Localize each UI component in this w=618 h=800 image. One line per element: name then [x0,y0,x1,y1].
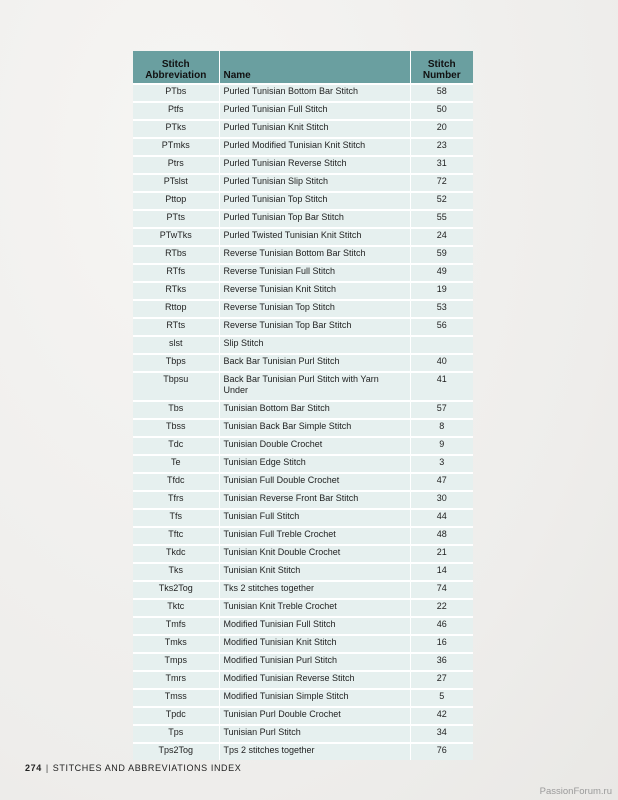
abbreviation-cell: Tbpsu [133,372,219,401]
table-row [133,635,473,653]
number-cell: 41 [410,372,473,401]
number-cell: 14 [410,563,473,581]
number-cell: 34 [410,725,473,743]
table-row [133,246,473,264]
name-cell: Purled Tunisian Reverse Stitch [219,156,410,174]
table-row [133,743,473,760]
name-cell: Tunisian Reverse Front Bar Stitch [219,491,410,509]
name-cell: Tunisian Double Crochet [219,437,410,455]
table-row [133,563,473,581]
number-cell: 53 [410,300,473,318]
number-cell: 72 [410,174,473,192]
name-cell: Back Bar Tunisian Purl Stitch with Yarn Under [219,372,410,401]
number-cell: 44 [410,509,473,527]
name-cell: Tunisian Knit Treble Crochet [219,599,410,617]
table-row [133,437,473,455]
number-cell: 21 [410,545,473,563]
watermark: PassionForum.ru [539,786,612,797]
abbreviation-cell: Tps2Tog [133,743,219,760]
abbreviation-cell: PTks [133,120,219,138]
name-cell: Reverse Tunisian Bottom Bar Stitch [219,246,410,264]
table-row [133,228,473,246]
abbreviation-cell: Tmps [133,653,219,671]
table-row [133,671,473,689]
table-row [133,725,473,743]
name-cell: Tunisian Purl Double Crochet [219,707,410,725]
abbreviation-cell: Tfs [133,509,219,527]
table-header-row [133,51,473,84]
table-row [133,455,473,473]
abbreviation-cell: Tdc [133,437,219,455]
name-cell: Tunisian Full Treble Crochet [219,527,410,545]
table-row [133,192,473,210]
number-cell: 16 [410,635,473,653]
number-cell: 23 [410,138,473,156]
abbreviation-cell: Tbps [133,354,219,372]
table-row [133,509,473,527]
table-row [133,102,473,120]
table-row [133,156,473,174]
number-cell: 55 [410,210,473,228]
number-cell: 48 [410,527,473,545]
table-row [133,372,473,401]
name-cell: Purled Modified Tunisian Knit Stitch [219,138,410,156]
table-row [133,581,473,599]
abbreviation-cell: RTfs [133,264,219,282]
page-number: 274 [25,763,42,773]
number-cell: 74 [410,581,473,599]
number-cell: 20 [410,120,473,138]
page-footer [25,763,241,773]
abbreviation-cell: Rttop [133,300,219,318]
table-row [133,336,473,354]
table-row [133,527,473,545]
name-cell: Tunisian Bottom Bar Stitch [219,401,410,419]
header-number [410,51,473,84]
abbreviation-cell: Tktc [133,599,219,617]
abbreviation-cell: Tmss [133,689,219,707]
header-number-line1: Stitch [427,59,456,70]
table-body [133,84,473,760]
name-cell: Reverse Tunisian Top Stitch [219,300,410,318]
number-cell: 47 [410,473,473,491]
number-cell: 50 [410,102,473,120]
abbreviation-cell: Tks2Tog [133,581,219,599]
name-cell: Slip Stitch [219,336,410,354]
table-row [133,84,473,102]
number-cell: 52 [410,192,473,210]
abbreviation-cell: PTts [133,210,219,228]
number-cell: 19 [410,282,473,300]
number-cell: 27 [410,671,473,689]
table-row [133,120,473,138]
number-cell: 5 [410,689,473,707]
abbreviation-cell: PTslst [133,174,219,192]
table-row [133,300,473,318]
name-cell: Back Bar Tunisian Purl Stitch [219,354,410,372]
abbreviation-cell: Tmrs [133,671,219,689]
number-cell: 9 [410,437,473,455]
name-cell: Tps 2 stitches together [219,743,410,760]
name-cell: Purled Tunisian Full Stitch [219,102,410,120]
name-cell: Reverse Tunisian Knit Stitch [219,282,410,300]
table-row [133,264,473,282]
number-cell: 36 [410,653,473,671]
header-number-line2: Number [422,70,461,81]
number-cell: 3 [410,455,473,473]
abbreviation-cell: Tmfs [133,617,219,635]
number-cell: 46 [410,617,473,635]
abbreviation-cell: Tps [133,725,219,743]
name-cell: Tunisian Knit Double Crochet [219,545,410,563]
table-row [133,318,473,336]
abbreviation-cell: Tftc [133,527,219,545]
abbreviation-cell: PTmks [133,138,219,156]
name-cell: Modified Tunisian Full Stitch [219,617,410,635]
name-cell: Modified Tunisian Knit Stitch [219,635,410,653]
table-row [133,707,473,725]
table-row [133,491,473,509]
number-cell: 76 [410,743,473,760]
table-row [133,138,473,156]
name-cell: Modified Tunisian Reverse Stitch [219,671,410,689]
name-cell: Purled Tunisian Top Stitch [219,192,410,210]
name-cell: Tks 2 stitches together [219,581,410,599]
name-cell: Purled Tunisian Bottom Bar Stitch [219,84,410,102]
abbreviation-cell: Tfdc [133,473,219,491]
number-cell: 49 [410,264,473,282]
name-cell: Modified Tunisian Purl Stitch [219,653,410,671]
section-title: STITCHES AND ABBREVIATIONS INDEX [52,763,242,773]
number-cell: 40 [410,354,473,372]
table-row [133,599,473,617]
name-cell: Modified Tunisian Simple Stitch [219,689,410,707]
name-cell: Purled Tunisian Knit Stitch [219,120,410,138]
number-cell: 8 [410,419,473,437]
number-cell: 22 [410,599,473,617]
table-row [133,354,473,372]
number-cell: 56 [410,318,473,336]
abbreviation-cell: Tpdc [133,707,219,725]
table-row [133,473,473,491]
number-cell: 30 [410,491,473,509]
name-cell: Tunisian Back Bar Simple Stitch [219,419,410,437]
name-cell: Tunisian Full Stitch [219,509,410,527]
abbreviation-cell: PTwTks [133,228,219,246]
abbreviation-cell: Tks [133,563,219,581]
number-cell [410,336,473,354]
abbreviation-cell: Tfrs [133,491,219,509]
table-row [133,174,473,192]
table-row [133,401,473,419]
abbreviation-cell: Pttop [133,192,219,210]
table-row [133,653,473,671]
number-cell: 59 [410,246,473,264]
name-cell: Reverse Tunisian Full Stitch [219,264,410,282]
stitch-abbreviation-table [133,51,473,760]
table-row [133,617,473,635]
table-row [133,545,473,563]
name-cell: Purled Tunisian Top Bar Stitch [219,210,410,228]
name-cell: Reverse Tunisian Top Bar Stitch [219,318,410,336]
abbreviation-cell: RTbs [133,246,219,264]
table-row [133,689,473,707]
abbreviation-cell: slst [133,336,219,354]
name-cell: Tunisian Knit Stitch [219,563,410,581]
abbreviation-cell: Tmks [133,635,219,653]
number-cell: 58 [410,84,473,102]
table-row [133,282,473,300]
name-cell: Purled Tunisian Slip Stitch [219,174,410,192]
abbreviation-cell: PTbs [133,84,219,102]
table-row [133,210,473,228]
name-cell: Purled Twisted Tunisian Knit Stitch [219,228,410,246]
footer-separator: | [45,763,49,773]
header-abbreviation [133,51,219,84]
abbreviation-cell: RTks [133,282,219,300]
number-cell: 42 [410,707,473,725]
abbreviation-cell: Te [133,455,219,473]
header-abbreviation-line2: Abbreviation [145,70,207,81]
table-row [133,419,473,437]
abbreviation-cell: Tkdc [133,545,219,563]
name-cell: Tunisian Full Double Crochet [219,473,410,491]
number-cell: 31 [410,156,473,174]
abbreviation-cell: Tbs [133,401,219,419]
number-cell: 57 [410,401,473,419]
name-cell: Tunisian Edge Stitch [219,455,410,473]
header-abbreviation-line1: Stitch [161,59,190,70]
number-cell: 24 [410,228,473,246]
abbreviation-cell: RTts [133,318,219,336]
abbreviation-cell: Ptfs [133,102,219,120]
abbreviation-cell: Tbss [133,419,219,437]
name-cell: Tunisian Purl Stitch [219,725,410,743]
abbreviation-cell: Ptrs [133,156,219,174]
header-name: Name [219,51,410,84]
